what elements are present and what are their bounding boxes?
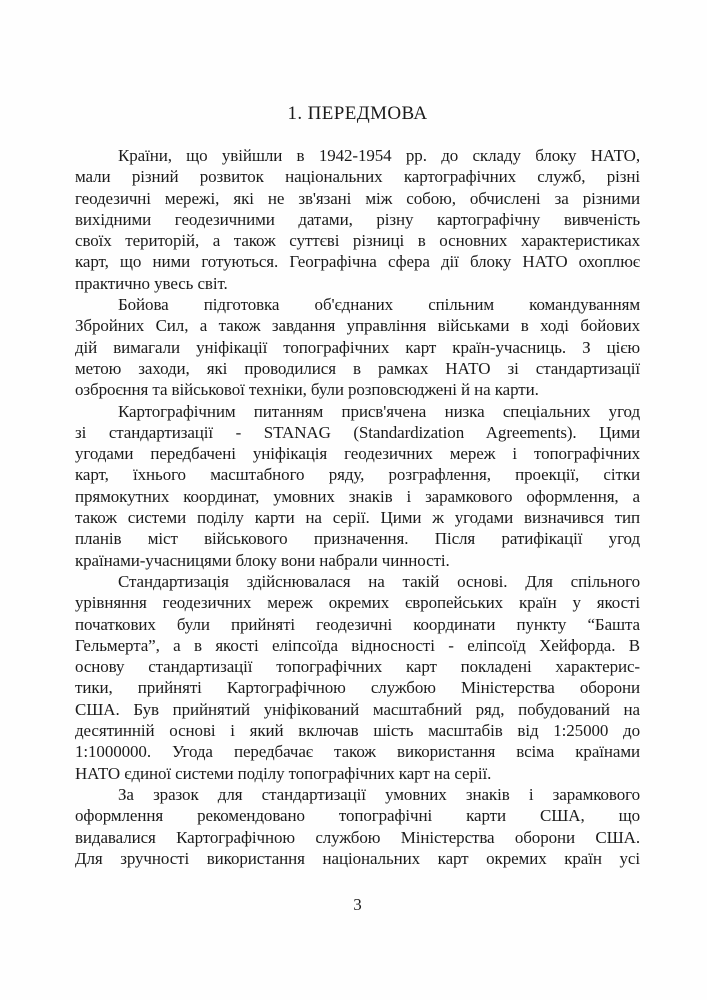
page-number: 3 <box>353 895 362 914</box>
text-line: Збройних Сил, а також завдання управління військами в ході бойових <box>75 316 640 336</box>
text-line: Країни, що увійшли в 1942-1954 рр. до складу блоку НАТО, <box>118 146 640 165</box>
paragraph <box>75 784 640 869</box>
paragraph <box>75 401 640 571</box>
document-body <box>75 145 640 869</box>
text-line: вихідними геодезичними датами, різну картографічну вивченість <box>75 209 640 229</box>
text-line: озброєння та військової техніки, були розповсюджені й на карти. <box>75 380 539 400</box>
text-line: карт, що ними готуються. Географічна сфера дії блоку НАТО охоплює <box>75 252 640 272</box>
text-line: основу стандартизації топографічних карт покладені характерис- <box>75 657 640 677</box>
text-line: своїх територій, а також суттєві різниці в основних характеристиках <box>75 231 640 251</box>
text-line: початкових були прийняті геодезичні координати пункту “Башта <box>75 614 640 634</box>
text-line: практично увесь світ. <box>75 273 228 293</box>
text-line: дій вимагали уніфікації топографічних карт країн-учасниць. З цією <box>75 337 640 357</box>
text-line: США. Був прийнятий уніфікований масштабний ряд, побудований на <box>75 699 640 719</box>
text-line: країнами-учасницями блоку вони набрали чинності. <box>75 550 450 570</box>
text-line: Гельмерта”, а в якості еліпсоїда відносності - еліпсоїд Хейфорда. В <box>75 635 640 655</box>
text-line: геодезичні мережі, які не зв'язані між собою, обчислені за різними <box>75 188 640 208</box>
paragraph <box>75 145 640 294</box>
text-line: угодами передбачені уніфікація геодезичних мереж і топографічних <box>75 444 640 464</box>
text-line: зі стандартизації - STANAG (Standardization Agreements). Цими <box>75 422 640 442</box>
text-line: тики, прийняті Картографічною службою Міністерства оборони <box>75 678 640 698</box>
text-line: Для зручності використання національних карт окремих країн усі <box>75 848 640 868</box>
text-line: Бойова підготовка об'єднаних спільним командуванням <box>118 295 640 315</box>
text-line: НАТО єдиної системи поділу топографічних карт на серії. <box>75 763 492 783</box>
text-line: карт, їхнього масштабного ряду, розграфлення, проекції, сітки <box>75 465 640 485</box>
text-line: Картографічним питанням присв'ячена низка спеціальних угод <box>118 401 640 421</box>
text-line: десятинній основі і який включав шість масштабів від 1:25000 до <box>75 721 640 741</box>
text-line: Стандартизація здійснювалася на такій основі. Для спільного <box>118 571 640 591</box>
text-line: За зразок для стандартизації умовних знаків і зарамкового <box>118 784 640 804</box>
text-line: планів міст військового призначення. Після ратифікації угод <box>75 529 640 549</box>
text-line: видавалися Картографічною службою Міністерства оборони США. <box>75 827 640 847</box>
text-line: прямокутних координат, умовних знаків і зарамкового оформлення, а <box>75 486 640 506</box>
paragraph <box>75 294 640 400</box>
text-line: метою заходи, які проводилися в рамках НАТО зі стандартизації <box>75 358 640 378</box>
text-line: урівняння геодезичних мереж окремих європейських країн у якості <box>75 593 640 613</box>
text-line: 1:1000000. Угода передбачає також використання всіма країнами <box>75 742 640 762</box>
paragraph <box>75 571 640 784</box>
section-title: 1. ПЕРЕДМОВА <box>287 103 428 124</box>
text-line: також системи поділу карти на серії. Цими ж угодами визначився тип <box>75 508 640 528</box>
text-line: мали різний розвиток національних картографічних служб, різні <box>75 167 640 187</box>
text-line: оформлення рекомендовано топографічні карти США, що <box>75 806 640 826</box>
